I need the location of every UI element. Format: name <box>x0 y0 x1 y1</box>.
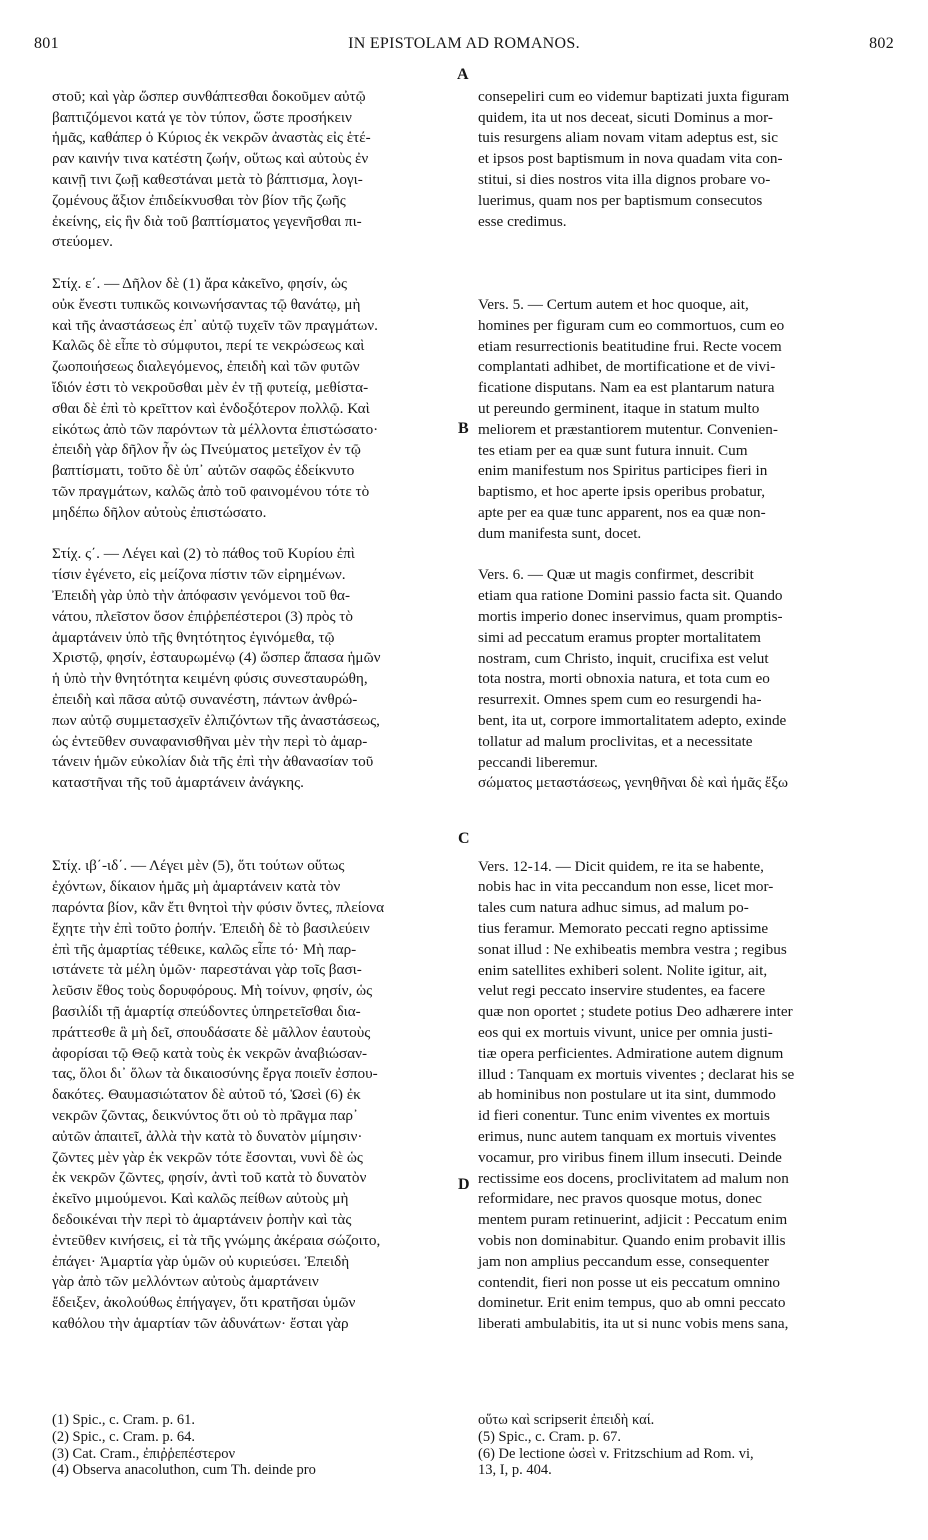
greek-column <box>52 66 464 1356</box>
margin-marker-b: B <box>458 420 469 437</box>
paragraph-gap <box>478 253 892 274</box>
page-number-right: 802 <box>869 35 894 52</box>
latin-paragraph-1: consepeliri cum eo videmur baptizati juxta figuram quidem, ita ut nos deceat, sicuti Dominus a mor- tuis resurgens aliam novam vitam adeptus est, sic et ipsos post baptismum in nova quadam vita con- stitui, si dies nostros vita illa dignos probare vo- luerimus, quam nos per baptismum consecutos esse credimus. <box>478 87 790 230</box>
paragraph-gap <box>478 815 892 836</box>
greek-paragraph-1: στοῦ; καὶ γὰρ ὥσπερ συνθάπτεσθαι δοκοῦμεν αὐτῷ βαπτιζόμενοι κατά γε τὸν τύπον, ὥστε προσήκειν ἡμᾶς, καθάπερ ὁ Κύριος ἐκ νεκρῶν ἀναστὰς εἰς ἑτέ- ραν καινήν τινα κατέστη ζωήν, οὕτως καὶ αὐτοὺς ἐν καινῇ τινι ζωῇ καθεστάναι μετὰ τὸ βάπτισμα, λογι- ζομένους ἄξιον ἐπιδείκνυσθαι τὸν βίον τῆς ζωῆς ἐκείνης, εἰς ἣν διὰ τοῦ βαπτίσματος γεγενῆσθαι πι- στεύομεν. <box>52 87 371 251</box>
latin-paragraph-vers-5: Vers. 5. — Certum autem et hoc quoque, ait, homines per figuram cum eo commortuos, cum eo etiam resurrectionis beatitudine frui. Recte vocem complantati adhibet, de mortificatione et de vivi- ficatione disputans. Nam ea est plantarum natura ut pereundo germinent, itaque in statum multo meliorem et præstantiorem mutentur. Convenien- tes etiam per ea quæ sunt futura innuit. Cum enim manifestum nos Spiritus participes fieri in baptismo, et hoc aperte ipsis operibus probatur, apte per ea quæ tunc apparent, nos ea quæ non- dum manifesta sunt, docet. <box>478 295 785 542</box>
greek-paragraph-vers-12-14: Στίχ. ιβ΄-ιδ΄. — Λέγει μὲν (5), ὅτι τούτων οὕτως ἐχόντων, δίκαιον ἡμᾶς μὴ ἁμαρτάνειν κατὰ τὸν παρόντα βίον, κἂν ἔτι θνητοὶ τὴν φύσιν ὄντες, πλείονα ἔχητε τὴν ἐπὶ τοῦτο ῥοπήν. Ἐπειδὴ δὲ τὸ βασιλεύειν ἐπὶ τῆς ἁμαρτίας τέθεικε, καλῶς εἶπε τό· Μὴ παρ- ιστάνετε τὰ μέλη ὑμῶν· παρεστάναι γὰρ τοῖς βασι- λεῦσιν ἔθος τοὺς δορυφόρους. Μὴ τοίνυν, φησίν, ὡς βασιλίδι τῇ ἁμαρτίᾳ σπεύδοντες ὑπηρετεῖσθαι δια- πράττεσθε ἃ μὴ δεῖ, σπουδάσατε δὲ μᾶλλον ἑαυτοὺς ἀφορίσαι τῷ Θεῷ κατὰ τοὺς ἐκ νεκρῶν ἀναβιώσαν- τας, ὅλοι δι᾿ ὅλων τὰ δικαιοσύνης ἔργα ποιεῖν ἐσπου- δακότες. Θαυμασιώτατον δὲ αὐτοῦ τό, Ὡσεὶ (6) ἐκ νεκρῶν ζῶντας, δεικνύντος ὅτι οὐ τὸ πρᾶγμα παρ᾿ αὐτῶν ἀπαιτεῖ, ἀλλὰ τὴν κατὰ τὸ δυνατὸν μίμησιν· ζῶντες μὲν γὰρ ἐκ νεκρῶν τότε ἔσονται, νυνὶ δὲ ὡς ἐκ νεκρῶν ζῶντες, φησίν, ἀντὶ τοῦ κατὰ τὸ δυνατὸν ἐκεῖνο μιμούμενοι. Καὶ καλῶς πείθων αὐτοὺς μὴ δεδοικέναι τὴν περὶ τὸ ἁμαρτάνειν ῥοπὴν καὶ τὰς ἐντεῦθεν κινήσεις, εἰ τὰ τῆς γνώμης ἀκέραια σώζοιτο, ἐπάγει· Ἁμαρτία γὰρ ὑμῶν οὐ κυριεύσει. Ἐπειδὴ γὰρ ἀπὸ τῶν μελλόντων αὐτοὺς ἁμαρτάνειν ἔδειξεν, ἀκολούθως ἐπήγαγεν, ὅτι κρατῆσαι ὑμῶν καθόλου τὴν ἁμαρτίαν τῶν ἀδυνάτων· ἔσται γὰρ <box>52 857 385 1333</box>
latin-column <box>478 66 892 1356</box>
running-header <box>34 35 894 59</box>
margin-marker-c: C <box>458 830 470 847</box>
margin-marker-a: A <box>457 66 469 83</box>
page-number-left: 801 <box>34 35 59 52</box>
greek-paragraph-vers-6: Στίχ. ς΄. — Λέγει καὶ (2) τὸ πάθος τοῦ Κυρίου ἐπὶ τίσιν ἐγένετο, εἰς μείζονα πίστιν τῶν εἰρημένων. Ἐπειδὴ γὰρ ὑπὸ τὴν ἀπόφασιν γενόμενοι τοῦ θα- νάτου, πλεῖστον ὅσον ἐπιῤῥεπέστεροι (3) πρὸς τὸ ἁμαρτάνειν ὑπὸ τῆς θνητότητος ἐγινόμεθα, τῷ Χριστῷ, φησίν, ἐσταυρωμένῳ (4) ὥσπερ ἅπασα ἡμῶν ἡ ὑπὸ τὴν θνητότητα κειμένη φύσις συνεσταυρώθη, ἐπειδὴ καὶ πᾶσα αὐτῷ συνανέστη, πάντων ἀνθρώ- πων αὐτῷ συμμετασχεῖν ἐλπιζόντων τῆς ἀναστάσεως, ὡς ἐντεῦθεν συναφανισθῆναι μὲν τὴν περὶ τὸ ἁμαρ- τάνειν ἡμῶν εὐκολίαν διὰ τῆς ἐπὶ τὴν ἀθανασίαν τοῦ καταστῆναι τῆς τοῦ ἁμαρτάνειν ἀνάγκης. <box>52 545 381 792</box>
running-title: IN EPISTOLAM AD ROMANOS. <box>348 35 580 52</box>
latin-paragraph-vers-12-14: Vers. 12-14. — Dicit quidem, re ita se habente, nobis hac in vita peccandum non esse, licet mor- tales cum natura adhuc simus, ad malum po- tius feramur. Memorato peccati regno aptissime sonat illud : Ne exhibeatis membra vestra ; regibus enim satellites exhiberi solent. Nolite igitur, ait, velut regi peccato inservire studentes, ea facere quæ non oportet ; studete potius Deo adhærere inter eos qui ex mortuis vivunt, unice per omnia justi- tiæ opera perficientes. Admiratione autem dignum illud : Tanquam ex mortuis viventes ; declarat his se ab hominibus non postulare ut ita sint, dummodo id fieri conentur. Tunc enim viventes ex mortuis erimus, nunc autem tanquam ex mortuis viventes vocamur, pro viribus finem illum insecuti. Deinde rectissime eos docens, proclivitatem ad malum non reformidare, nec pravos quosque motus, donec mentem puram retinuerint, adjicit : Peccatum enim vobis non dominabitur. Quando enim probavit illis jam non amplius peccandum esse, consequenter contendit, fieri non posse ut eis peccatum omnino dominetur. Erit enim tempus, quo ab omni peccato liberati ambulabitis, ita ut si nunc vobis mens sana, <box>478 857 795 1333</box>
margin-marker-d: D <box>458 1176 470 1193</box>
latin-paragraph-vers-6: Vers. 6. — Quæ ut magis confirmet, describit etiam qua ratione Domini passio facta sit. Quando mortis imperio donec inservimus, quam promptis- simi ad peccatum eramus propter mortalitatem nostram, cum Christo, inquit, crucifixa est velut tota nostra, morti obnoxia natura, et tota cum eo resurrexit. Omnes spem cum eo resurgendi ha- bent, ita ut, corpore immortalitatem adepto, exinde tollatur ad malum proclivitas, et a necessitate peccandi liberemur. σώματος μεταστάσεως, γενηθῆναι δὲ καὶ ἡμᾶς ἔξω <box>478 566 789 792</box>
footnotes-right: οὕτω καὶ scripserit ἐπειδὴ καί. (5) Spic., c. Cram. p. 67. (6) De lectione ὡσεὶ v. Fritzschium ad Rom. vi, 13, I, p. 404. <box>478 1412 754 1479</box>
paragraph-gap <box>52 815 464 836</box>
footnotes-left: (1) Spic., c. Cram. p. 61. (2) Spic., c. Cram. p. 64. (3) Cat. Cram., ἐπιῤῥεπέστερον (4) Observa anacoluthon, cum Th. deinde pro <box>52 1412 316 1479</box>
greek-paragraph-vers-5: Στίχ. ε΄. — Δῆλον δὲ (1) ἄρα κἀκεῖνο, φησίν, ὡς οὐκ ἔνεστι τυπικῶς κοινωνήσαντας τῷ θανάτῳ, μὴ καὶ τῆς ἀναστάσεως ἐπ᾿ αὐτῷ τυχεῖν τῶν πραγμάτων. Καλῶς δὲ εἶπε τὸ σύμφυτοι, περί τε νεκρώσεως καὶ ζωοποιήσεως διαλεγόμενος, ἐπειδὴ καὶ τῶν φυτῶν ἴδιόν ἐστι τὸ νεκροῦσθαι μὲν ἐν τῇ φυτείᾳ, μεθίστα- σθαι δὲ ἐπὶ τὸ κρεῖττον καὶ ἐνδοξότερον πολλῷ. Καὶ εἰκότως ἀπὸ τῶν παρόντων τὰ μέλλοντα ἐπιστώσατο· ἐπειδὴ γὰρ δῆλον ἦν ὡς Πνεύματος μετεῖχον ἐν τῷ βαπτίσματι, τοῦτο δὲ ὑπ᾿ αὐτῶν σαφῶς ἐδείκνυτο τῶν πραγμάτων, καλῶς ἀπὸ τοῦ φαινομένου τότε τὸ μηδέπω δῆλον αὐτοὺς ἐπιστώσατο. <box>52 274 379 521</box>
